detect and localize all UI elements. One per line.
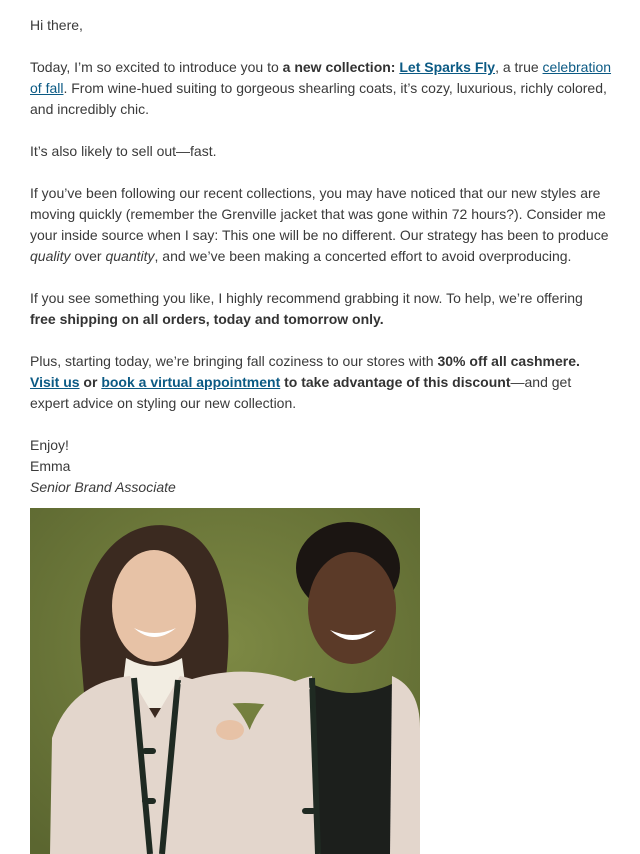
strategy-over: over xyxy=(70,248,106,264)
email-body xyxy=(30,15,612,498)
quantity-emphasis: quantity xyxy=(105,248,155,264)
intro-paragraph xyxy=(30,57,612,120)
book-appointment-link-label: book a virtual appointment xyxy=(101,374,281,390)
signature-title-text: Senior Brand Associate xyxy=(30,479,176,495)
right-model-sweater xyxy=(306,683,402,854)
visit-us-link-label: Visit us xyxy=(30,374,80,390)
let-sparks-fly-link-label: Let Sparks Fly xyxy=(399,59,496,75)
intro-mid: , a true xyxy=(495,59,543,75)
cashmere-paragraph xyxy=(30,351,612,414)
signature-name: Emma xyxy=(30,458,71,474)
or-bold: or xyxy=(79,374,102,390)
intro-text: Today, I’m so excited to introduce you to xyxy=(30,59,283,75)
signature-title xyxy=(30,477,612,498)
strategy-paragraph xyxy=(30,183,612,267)
right-model-coat-right xyxy=(390,676,420,854)
cashmere-rest: —and get expert advice on styling our new collection. xyxy=(30,374,572,411)
celebration-of-fall-link[interactable]: celebration of fall xyxy=(30,59,612,96)
right-model-face xyxy=(308,552,396,664)
discount-bold: to take advantage of this discount xyxy=(280,374,511,390)
cashmere-text: Plus, starting today, we’re bringing fall coziness to our stores with xyxy=(30,353,438,369)
let-sparks-fly-link[interactable] xyxy=(399,59,495,75)
cashmere-bold: 30% off all cashmere. xyxy=(437,353,580,369)
shipping-text: If you see something you like, I highly recommend grabbing it now. To help, we’re offering xyxy=(30,290,583,306)
collection-photo-illustration xyxy=(30,508,420,854)
book-appointment-link[interactable] xyxy=(101,374,280,390)
collection-photo[interactable] xyxy=(30,508,420,854)
intro-bold: a new collection: xyxy=(282,59,400,75)
quality-emphasis: quality xyxy=(30,248,71,264)
strategy-rest: , and we’ve been making a concerted effort to avoid overproducing. xyxy=(154,248,572,264)
greeting: Hi there, xyxy=(30,17,83,33)
signoff: Enjoy! xyxy=(30,437,69,453)
intro-rest: . From wine-hued suiting to gorgeous shearling coats, it’s cozy, luxurious, richly colored, and incredibly chic. xyxy=(30,80,607,117)
coat-toggle xyxy=(142,798,156,804)
coat-toggle xyxy=(142,748,156,754)
visit-us-link[interactable] xyxy=(30,374,80,390)
left-model-hand xyxy=(216,720,244,740)
coat-toggle xyxy=(302,808,316,814)
strategy-text: If you’ve been following our recent collections, you may have noticed that our new styles are moving quickly (remember the Grenville jacket that was gone within 72 hours?). Consider me your inside source when I say: This one will be no different. Our strategy has been to produce xyxy=(30,185,609,243)
sell-out-paragraph: It’s also likely to sell out—fast. xyxy=(30,143,217,159)
left-model-face xyxy=(112,550,196,662)
shipping-paragraph xyxy=(30,288,612,330)
free-shipping-bold: free shipping on all orders, today and tomorrow only. xyxy=(30,311,384,327)
